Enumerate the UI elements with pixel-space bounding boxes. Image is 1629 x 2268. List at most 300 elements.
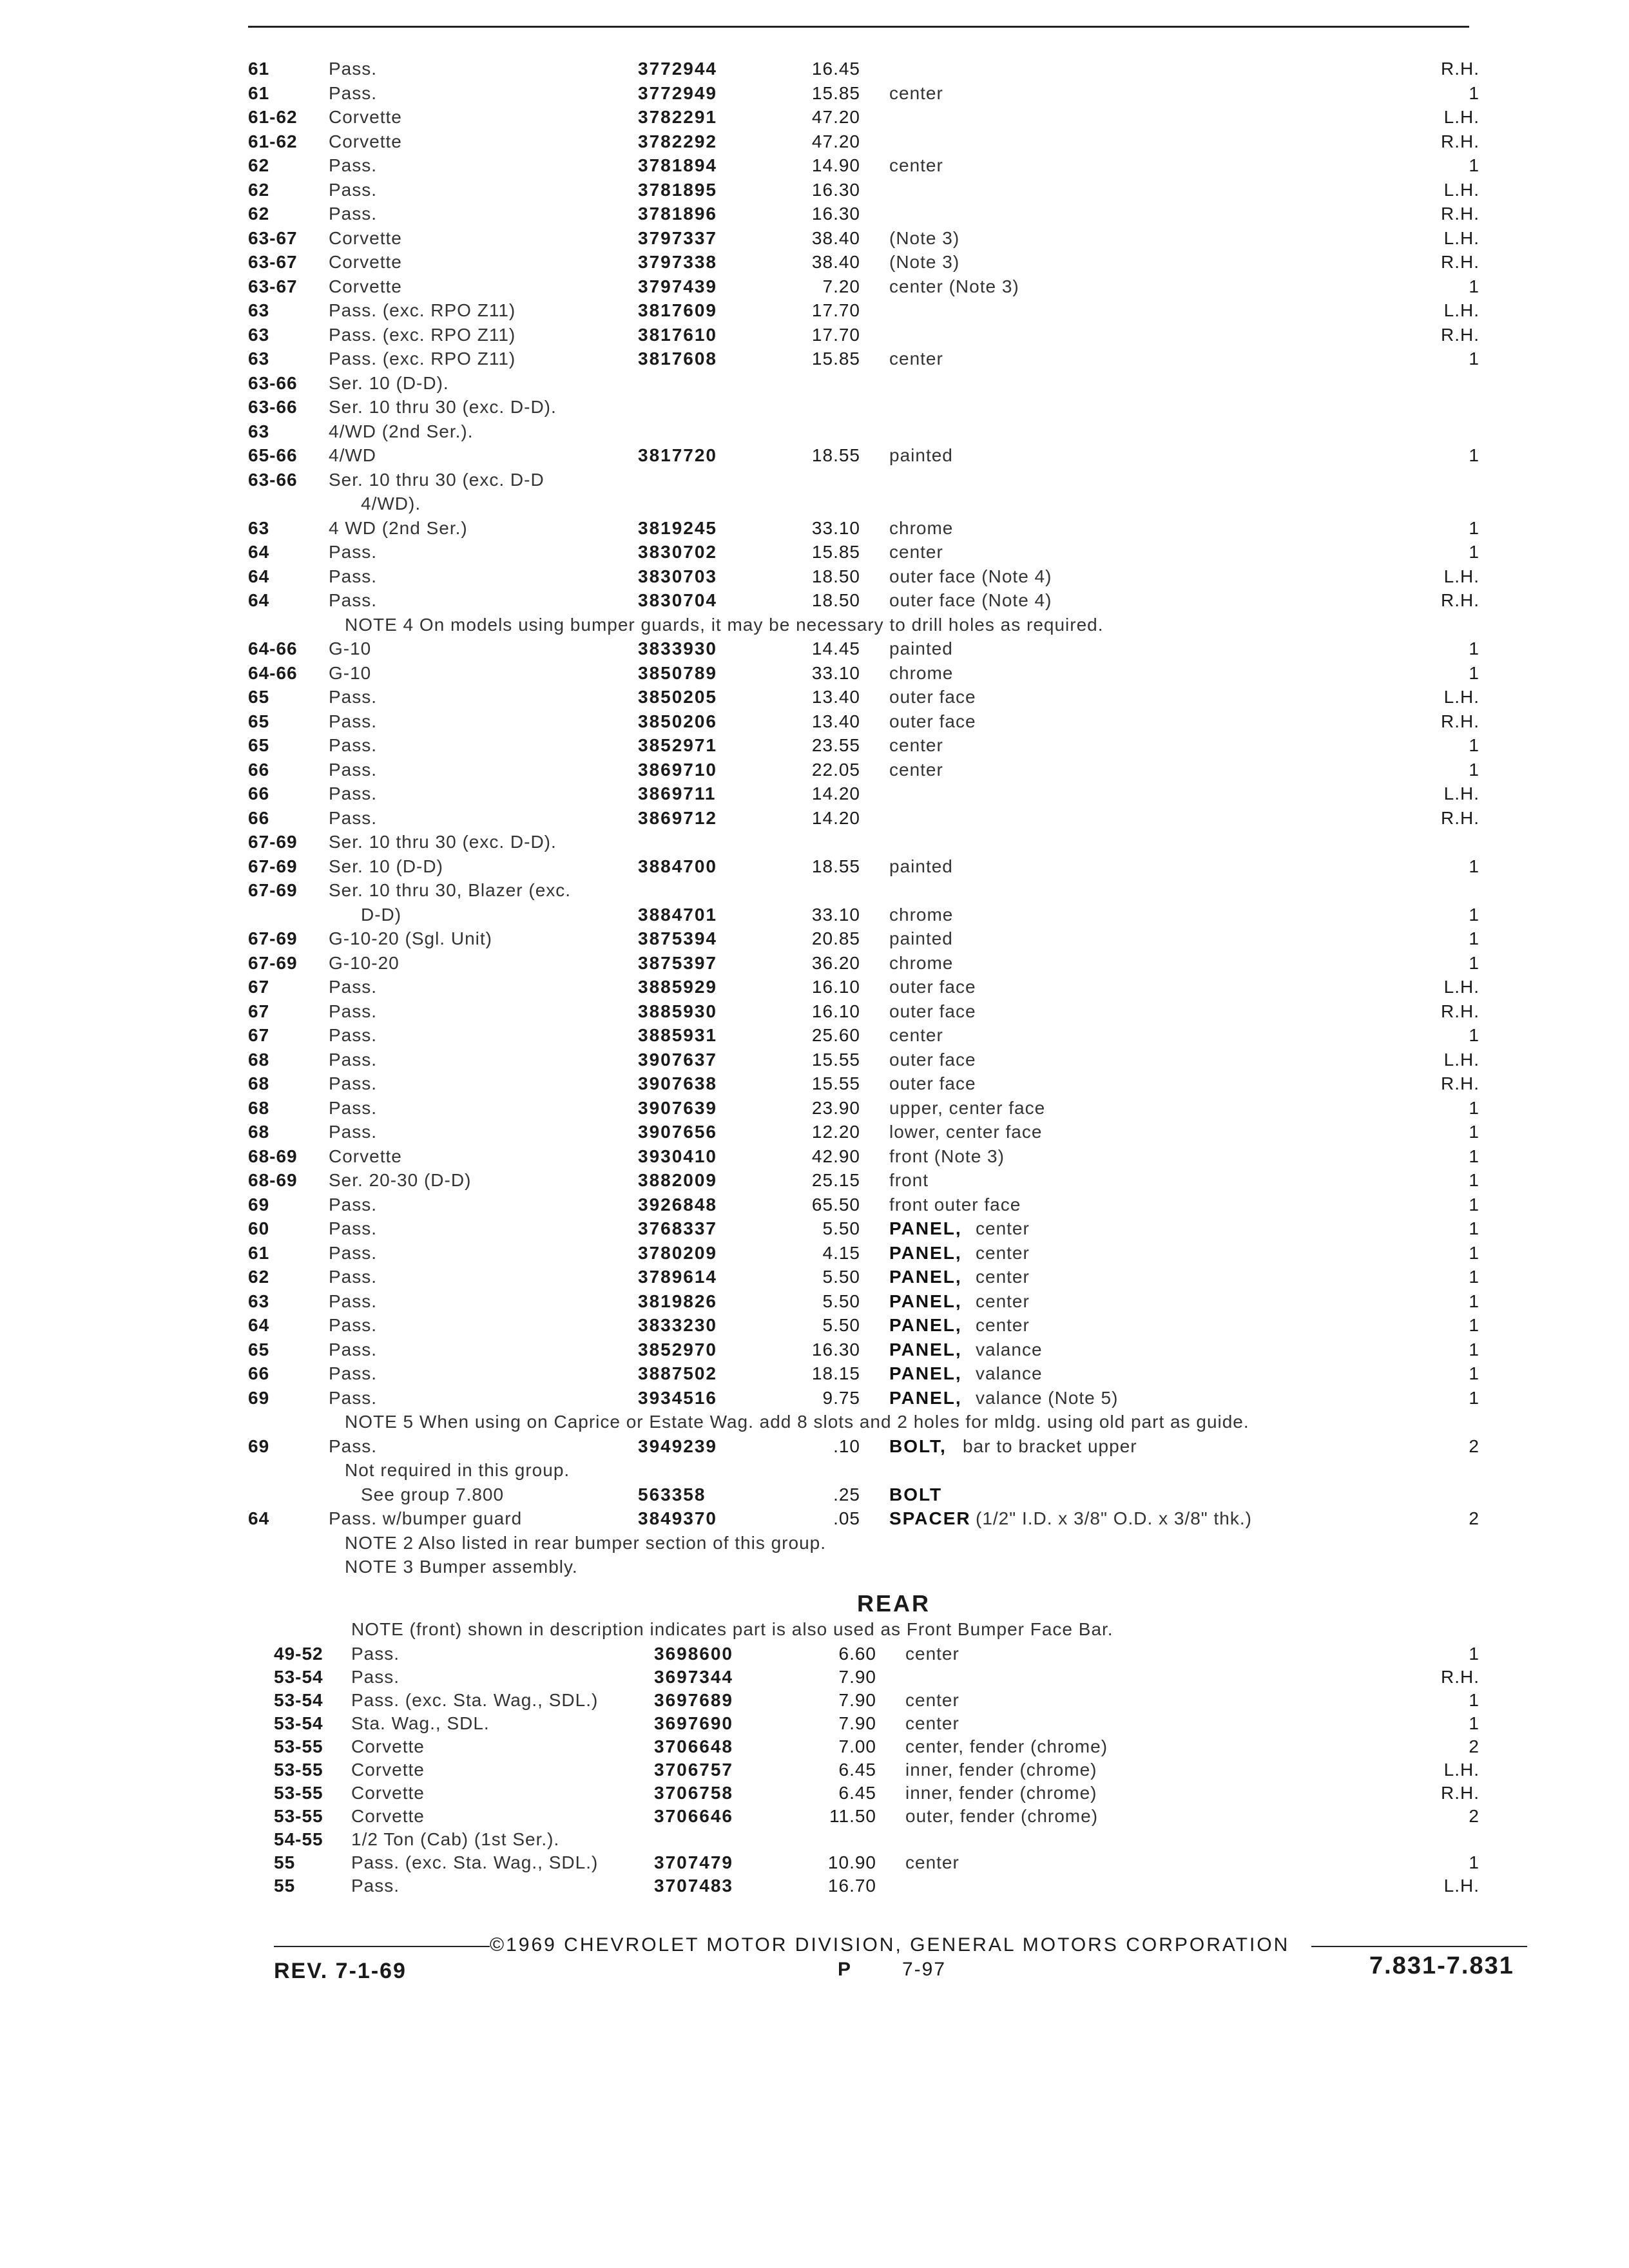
item-name-cell (889, 1363, 962, 1385)
item-name: BOLT (889, 1485, 943, 1504)
quantity-cell: L.H. (1443, 1760, 1480, 1780)
table-row (0, 1242, 1629, 1264)
quantity-cell: 1 (1469, 735, 1480, 755)
model-cell: Corvette (351, 1736, 425, 1756)
quantity-cell: 1 (1469, 276, 1480, 296)
description-cell: center (889, 542, 943, 562)
quantity-cell: 1 (1469, 760, 1480, 780)
part-number-cell: 3817720 (638, 445, 718, 465)
part-number-cell: 3850206 (638, 711, 718, 731)
year-cell: 64 (248, 590, 270, 610)
price-cell: 4.15 (822, 1243, 860, 1263)
price-cell: 47.20 (811, 131, 860, 151)
year-cell: 64 (248, 1508, 270, 1528)
year-cell: 67 (248, 977, 270, 997)
year-cell: 63-67 (248, 252, 298, 272)
description-cell: front outer face (889, 1195, 1021, 1215)
quantity-cell: 1 (1469, 905, 1480, 925)
year-cell: 68 (248, 1050, 270, 1070)
quantity-cell: 1 (1469, 1122, 1480, 1142)
quantity-cell: L.H. (1443, 687, 1480, 707)
year-cell: 62 (248, 180, 270, 200)
table-row (0, 1194, 1629, 1216)
item-name-cell (889, 1339, 962, 1361)
year-cell: 67 (248, 1001, 270, 1021)
model-cell: Pass. (329, 808, 378, 828)
model-cell: Pass. (329, 1243, 378, 1263)
model-cell: Pass. (329, 735, 378, 755)
table-row (0, 1666, 1629, 1688)
price-cell: 5.50 (822, 1291, 860, 1311)
table-row (0, 155, 1629, 177)
part-number-cell: 3887502 (638, 1363, 718, 1383)
model-cell: Pass. (329, 59, 378, 79)
year-cell: 55 (274, 1852, 296, 1872)
price-cell: 33.10 (811, 905, 860, 925)
part-number-cell: 3852971 (638, 735, 718, 755)
table-row (0, 1759, 1629, 1781)
table-row (0, 759, 1629, 781)
table-row (0, 1024, 1629, 1046)
table-row (0, 1875, 1629, 1897)
description-cell: outer face (889, 1050, 976, 1070)
table-row (0, 396, 1629, 418)
year-cell: 49-52 (274, 1644, 323, 1664)
copyright-text: ©1969 CHEVROLET MOTOR DIVISION, GENERAL MOTORS CORPORATION (490, 1934, 1290, 1956)
year-cell: 53-54 (274, 1690, 323, 1710)
part-number-cell: 3849370 (638, 1508, 718, 1528)
footer-rule-right (1311, 1946, 1527, 1947)
quantity-cell: 2 (1469, 1806, 1480, 1826)
price-cell: 38.40 (811, 228, 860, 248)
description-cell: valance (976, 1340, 1043, 1360)
part-number-cell: 3885931 (638, 1025, 718, 1045)
footer-rule-left (274, 1946, 490, 1947)
part-number-cell: 3884701 (638, 905, 718, 925)
description-cell: painted (889, 856, 953, 876)
part-number-cell: 3782291 (638, 107, 718, 127)
quantity-cell: R.H. (1441, 1783, 1480, 1803)
table-row (0, 1363, 1629, 1385)
description-cell: outer face (889, 711, 976, 731)
year-cell: 64 (248, 1315, 270, 1335)
description-cell: outer face (889, 1001, 976, 1021)
note-text: NOTE 3 Bumper assembly. (345, 1557, 578, 1577)
part-number-cell: 3817610 (638, 325, 718, 345)
quantity-cell: L.H. (1443, 977, 1480, 997)
price-cell: 22.05 (811, 760, 860, 780)
part-number-cell: 3706757 (654, 1760, 734, 1780)
part-number-cell: 3875394 (638, 928, 718, 948)
price-cell: 15.85 (811, 83, 860, 103)
quantity-cell: 1 (1469, 1363, 1480, 1383)
description-cell: center (889, 1025, 943, 1045)
table-row (0, 445, 1629, 466)
table-row (0, 1266, 1629, 1288)
price-cell: 11.50 (829, 1806, 876, 1826)
quantity-cell: 1 (1469, 639, 1480, 658)
table-row (0, 348, 1629, 370)
year-cell: 61 (248, 59, 270, 79)
price-cell: 7.90 (838, 1713, 876, 1733)
model-cell: Corvette (329, 107, 402, 127)
year-cell: 63-66 (248, 470, 298, 490)
table-row (0, 1121, 1629, 1143)
model-cell: Pass. (exc. RPO Z11) (329, 349, 516, 369)
price-cell: 18.15 (811, 1363, 860, 1383)
page-letter: P (838, 1959, 853, 1980)
part-number-cell: 3852970 (638, 1340, 718, 1360)
model-cell: Ser. 10 thru 30 (exc. D-D). (329, 832, 557, 852)
year-cell: 53-55 (274, 1806, 323, 1826)
year-cell: 61-62 (248, 131, 298, 151)
model-cell: Pass. (exc. Sta. Wag., SDL.) (351, 1690, 599, 1710)
description-cell: chrome (889, 953, 954, 973)
description-cell: center (Note 3) (889, 276, 1019, 296)
description-cell: outer, fender (chrome) (905, 1806, 1099, 1826)
description-cell: chrome (889, 663, 954, 683)
quantity-cell: L.H. (1443, 180, 1480, 200)
table-row (0, 952, 1629, 974)
table-row (0, 662, 1629, 684)
year-cell: 68-69 (248, 1170, 298, 1190)
price-cell: 33.10 (811, 663, 860, 683)
part-number-cell: 3850205 (638, 687, 718, 707)
part-number-cell: 3797337 (638, 228, 718, 248)
year-cell: 66 (248, 760, 270, 780)
table-row (0, 976, 1629, 998)
note-row (0, 1532, 1629, 1554)
model-cell: Pass. (329, 1122, 378, 1142)
table-row (0, 227, 1629, 249)
table-row (0, 735, 1629, 756)
year-cell: 67-69 (248, 832, 298, 852)
price-cell: 14.20 (811, 808, 860, 828)
quantity-cell: 1 (1469, 1713, 1480, 1733)
item-name-cell (889, 1484, 942, 1506)
table-row (0, 1314, 1629, 1336)
model-cell: Pass. (329, 687, 378, 707)
quantity-cell: R.H. (1441, 711, 1480, 731)
year-cell: 61-62 (248, 107, 298, 127)
model-cell: Pass. (329, 1073, 378, 1093)
item-name-cell (889, 1436, 947, 1457)
quantity-cell: 1 (1469, 542, 1480, 562)
quantity-cell: 1 (1469, 349, 1480, 369)
part-number-cell: 3768337 (638, 1218, 718, 1238)
model-cell: Pass. (329, 590, 378, 610)
model-cell: Pass. w/bumper guard (329, 1508, 523, 1528)
price-cell: 42.90 (811, 1146, 860, 1166)
item-name: PANEL, (889, 1291, 962, 1311)
description-cell: front (889, 1170, 929, 1190)
model-cell: Pass. (329, 1340, 378, 1360)
year-cell: 63-67 (248, 228, 298, 248)
quantity-cell: 1 (1469, 518, 1480, 538)
description-cell: outer face (Note 4) (889, 590, 1052, 610)
year-cell: 53-54 (274, 1713, 323, 1733)
note-row (0, 1556, 1629, 1578)
description-cell: center (889, 155, 943, 175)
price-cell: 14.90 (811, 155, 860, 175)
table-row (0, 1097, 1629, 1119)
description-cell: center (889, 735, 943, 755)
item-name-cell (889, 1387, 962, 1409)
note-text: NOTE 5 When using on Caprice or Estate Wag. add 8 slots and 2 holes for mldg. using old part as guide. (345, 1412, 1249, 1432)
table-row (0, 566, 1629, 588)
price-cell: 47.20 (811, 107, 860, 127)
year-cell: 68 (248, 1098, 270, 1118)
model-cell: Sta. Wag., SDL. (351, 1713, 490, 1733)
model-cell: Pass. (329, 1315, 378, 1335)
part-number-cell: 3797338 (638, 252, 718, 272)
quantity-cell: R.H. (1441, 325, 1480, 345)
model-cell: 4/WD). (361, 494, 421, 514)
model-cell: Corvette (351, 1760, 425, 1780)
table-row (0, 638, 1629, 660)
model-cell: Ser. 10 thru 30 (exc. D-D). (329, 397, 557, 417)
price-cell: 16.45 (811, 59, 860, 79)
model-cell: Pass. (329, 1291, 378, 1311)
model-cell: Pass. (329, 977, 378, 997)
quantity-cell: R.H. (1441, 204, 1480, 224)
description-cell: center, fender (chrome) (905, 1736, 1108, 1756)
description-cell: outer face (889, 687, 976, 707)
table-row (0, 131, 1629, 153)
item-name: PANEL, (889, 1388, 962, 1408)
quantity-cell: 1 (1469, 1388, 1480, 1408)
description-cell: center (976, 1243, 1030, 1263)
table-row (0, 517, 1629, 539)
table-row (0, 493, 1629, 515)
model-cell: Corvette (329, 131, 402, 151)
price-cell: 36.20 (811, 953, 860, 973)
model-cell: G-10-20 (Sgl. Unit) (329, 928, 492, 948)
description-cell: chrome (889, 905, 954, 925)
model-cell: D-D) (361, 905, 402, 925)
quantity-cell: 1 (1469, 1644, 1480, 1664)
description-cell: front (Note 3) (889, 1146, 1005, 1166)
part-number-cell: 3697689 (654, 1690, 734, 1710)
year-cell: 66 (248, 1363, 270, 1383)
quantity-cell: 1 (1469, 1291, 1480, 1311)
quantity-cell: 1 (1469, 663, 1480, 683)
quantity-cell: L.H. (1443, 566, 1480, 586)
model-cell: Pass. (351, 1876, 400, 1896)
item-name-cell (889, 1314, 962, 1336)
quantity-cell: R.H. (1441, 1667, 1480, 1687)
quantity-cell: R.H. (1441, 252, 1480, 272)
quantity-cell: 1 (1469, 1025, 1480, 1045)
quantity-cell: L.H. (1443, 783, 1480, 803)
price-cell: 16.30 (811, 1340, 860, 1360)
part-number-cell: 3819245 (638, 518, 718, 538)
price-cell: 9.75 (822, 1388, 860, 1408)
price-cell: 5.50 (822, 1315, 860, 1335)
description-cell: painted (889, 445, 953, 465)
year-cell: 64 (248, 566, 270, 586)
table-row (0, 783, 1629, 805)
item-name: PANEL, (889, 1218, 962, 1238)
quantity-cell: 1 (1469, 1195, 1480, 1215)
part-number-cell: 3817608 (638, 349, 718, 369)
part-number-cell: 3781895 (638, 180, 718, 200)
description-cell: (1/2" I.D. x 3/8" O.D. x 3/8" thk.) (976, 1508, 1252, 1528)
table-row (0, 686, 1629, 708)
price-cell: 17.70 (811, 325, 860, 345)
price-cell: .10 (833, 1436, 860, 1456)
description-cell: bar to bracket upper (963, 1436, 1137, 1456)
quantity-cell: 2 (1469, 1736, 1480, 1756)
model-cell: 4 WD (2nd Ser.) (329, 518, 468, 538)
table-row (0, 1001, 1629, 1023)
item-name: BOLT, (889, 1436, 947, 1456)
quantity-cell: R.H. (1441, 808, 1480, 828)
part-number-cell: 3697690 (654, 1713, 734, 1733)
quantity-cell: 1 (1469, 856, 1480, 876)
year-cell: 63-66 (248, 373, 298, 393)
quantity-cell: L.H. (1443, 1050, 1480, 1070)
item-name: PANEL, (889, 1315, 962, 1335)
price-cell: 13.40 (811, 711, 860, 731)
quantity-cell: 1 (1469, 155, 1480, 175)
model-cell: Pass. (329, 1388, 378, 1408)
quantity-cell: 1 (1469, 1146, 1480, 1166)
part-number-cell: 3833230 (638, 1315, 718, 1335)
table-row (0, 300, 1629, 322)
table-row (0, 1713, 1629, 1735)
model-cell: Pass. (351, 1667, 400, 1687)
year-cell: 61 (248, 1243, 270, 1263)
model-cell: Pass. (329, 1218, 378, 1238)
note-row (0, 1459, 1629, 1481)
model-cell: Ser. 10 (D-D). (329, 373, 449, 393)
model-cell: Ser. 10 thru 30, Blazer (exc. (329, 880, 572, 900)
table-row (0, 541, 1629, 563)
price-cell: 13.40 (811, 687, 860, 707)
quantity-cell: 1 (1469, 1218, 1480, 1238)
model-cell: Corvette (351, 1783, 425, 1803)
year-cell: 67-69 (248, 856, 298, 876)
model-cell: Pass. (329, 1098, 378, 1118)
year-cell: 63-67 (248, 276, 298, 296)
part-number-cell: 3830702 (638, 542, 718, 562)
year-cell: 63 (248, 421, 270, 441)
quantity-cell: 1 (1469, 83, 1480, 103)
item-name-cell (889, 1218, 962, 1240)
year-cell: 68 (248, 1073, 270, 1093)
part-number-cell: 3772944 (638, 59, 718, 79)
year-cell: 53-55 (274, 1760, 323, 1780)
part-number-cell: 3926848 (638, 1195, 718, 1215)
table-row (0, 1643, 1629, 1665)
table-row (0, 1805, 1629, 1827)
year-cell: 64 (248, 542, 270, 562)
quantity-cell: 1 (1469, 953, 1480, 973)
table-row (0, 1782, 1629, 1804)
price-cell: 23.55 (811, 735, 860, 755)
model-cell: Corvette (329, 1146, 402, 1166)
rear-note: NOTE (front) shown in description indicates part is also used as Front Bumper Face Bar. (351, 1619, 1113, 1639)
group-range: 7.831-7.831 (1369, 1952, 1514, 1979)
table-row (0, 807, 1629, 829)
table-row (0, 324, 1629, 346)
item-name: SPACER (889, 1508, 971, 1528)
model-cell: 4/WD (329, 445, 376, 465)
price-cell: 25.60 (811, 1025, 860, 1045)
table-row (0, 1508, 1629, 1530)
price-cell: 16.30 (811, 180, 860, 200)
description-cell: valance (976, 1363, 1043, 1383)
year-cell: 65-66 (248, 445, 298, 465)
model-cell: G-10 (329, 663, 372, 683)
quantity-cell: R.H. (1441, 1001, 1480, 1021)
item-name: PANEL, (889, 1363, 962, 1383)
model-cell: Pass. (exc. RPO Z11) (329, 300, 516, 320)
model-cell: Pass. (329, 155, 378, 175)
year-cell: 67 (248, 1025, 270, 1045)
quantity-cell: 1 (1469, 1315, 1480, 1335)
table-row (0, 1736, 1629, 1758)
part-number-cell: 3907639 (638, 1098, 718, 1118)
price-cell: 20.85 (811, 928, 860, 948)
model-cell: Corvette (329, 252, 402, 272)
table-row (0, 1852, 1629, 1874)
price-cell: 7.90 (838, 1667, 876, 1687)
part-number-cell: 3907656 (638, 1122, 718, 1142)
part-number-cell: 3869712 (638, 808, 718, 828)
section-title-rear: REAR (857, 1590, 931, 1617)
quantity-cell: L.H. (1443, 107, 1480, 127)
price-cell: 7.20 (822, 276, 860, 296)
year-cell: 67-69 (248, 928, 298, 948)
part-number-cell: 3949239 (638, 1436, 718, 1456)
table-row (0, 179, 1629, 201)
price-cell: 12.20 (811, 1122, 860, 1142)
model-cell: Pass. (329, 1436, 378, 1456)
year-cell: 54-55 (274, 1829, 323, 1849)
model-cell: Corvette (351, 1806, 425, 1826)
quantity-cell: 1 (1469, 1170, 1480, 1190)
year-cell: 60 (248, 1218, 270, 1238)
year-cell: 53-55 (274, 1736, 323, 1756)
model-cell: G-10-20 (329, 953, 400, 973)
description-cell: center (976, 1218, 1030, 1238)
model-cell: Corvette (329, 228, 402, 248)
note-row (0, 614, 1629, 636)
description-cell: chrome (889, 518, 954, 538)
year-cell: 69 (248, 1436, 270, 1456)
year-cell: 62 (248, 1267, 270, 1287)
part-number-cell: 3706648 (654, 1736, 734, 1756)
part-number-cell: 3707483 (654, 1876, 734, 1896)
model-cell: Pass. (329, 783, 378, 803)
description-cell: painted (889, 639, 953, 658)
price-cell: 5.50 (822, 1218, 860, 1238)
table-row (0, 372, 1629, 394)
part-number-cell: 3789614 (638, 1267, 718, 1287)
price-cell: 16.10 (811, 1001, 860, 1021)
price-cell: 6.45 (838, 1760, 876, 1780)
year-cell: 63 (248, 325, 270, 345)
year-cell: 66 (248, 808, 270, 828)
year-cell: 53-55 (274, 1783, 323, 1803)
description-cell: center (905, 1690, 959, 1710)
quantity-cell: L.H. (1443, 300, 1480, 320)
quantity-cell: 2 (1469, 1508, 1480, 1528)
quantity-cell: 1 (1469, 1852, 1480, 1872)
note-text: Not required in this group. (345, 1460, 570, 1480)
